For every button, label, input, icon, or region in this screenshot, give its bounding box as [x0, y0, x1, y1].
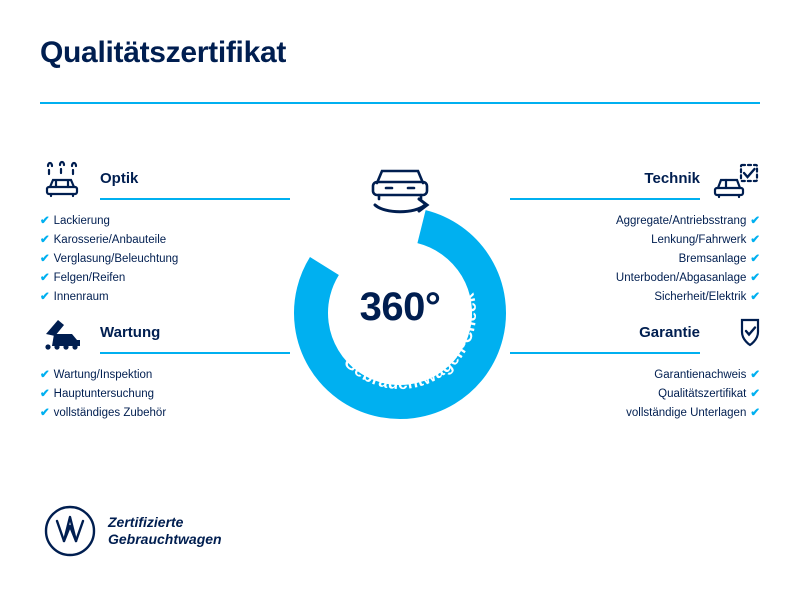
check-icon: ✔ [40, 253, 50, 265]
check-icon: ✔ [750, 369, 760, 381]
page-title: Qualitätszertifikat [40, 36, 287, 69]
list-item [40, 385, 290, 404]
list-item [40, 231, 290, 250]
list-item-label: Bremsanlage [678, 253, 747, 265]
check-icon: ✔ [40, 234, 50, 246]
ring-label: Gebrauchtwagen-Check [340, 291, 481, 394]
section-wartung-header [40, 322, 290, 356]
check-icon: ✔ [750, 234, 760, 246]
list-item-label: Lackierung [53, 215, 110, 227]
list-item-label: Aggregate/Antriebsstrang [615, 215, 747, 227]
car-check-icon [708, 160, 760, 200]
check-icon: ✔ [750, 272, 760, 284]
badge-360 [292, 205, 508, 421]
car-wash-icon [40, 160, 92, 200]
list-item [40, 250, 290, 269]
list-item [510, 385, 760, 404]
section-wartung-divider [100, 352, 290, 354]
check-icon: ✔ [750, 407, 760, 419]
list-item [510, 231, 760, 250]
section-garantie-list [510, 366, 760, 423]
check-icon: ✔ [40, 388, 50, 400]
section-garantie-divider [510, 352, 700, 354]
section-garantie-title: Garantie [639, 324, 700, 341]
footer-text [108, 514, 222, 548]
check-icon: ✔ [40, 407, 50, 419]
list-item [510, 269, 760, 288]
car-lift-icon [40, 314, 92, 354]
list-item-label: Wartung/Inspektion [53, 369, 153, 381]
header [40, 36, 760, 71]
footer-line-2: Gebrauchtwagen [108, 531, 222, 547]
badge-value: 360° [359, 285, 441, 329]
list-item [510, 366, 760, 385]
check-icon: ✔ [40, 215, 50, 227]
list-item-label: Unterboden/Abgasanlage [615, 272, 747, 284]
list-item [510, 212, 760, 231]
section-garantie [510, 322, 760, 423]
list-item [510, 250, 760, 269]
footer [44, 505, 222, 557]
shield-check-icon [708, 314, 760, 354]
check-icon: ✔ [750, 215, 760, 227]
list-item [40, 404, 290, 423]
list-item [40, 288, 290, 307]
list-item-label: Garantienachweis [654, 369, 747, 381]
section-optik-divider [100, 198, 290, 200]
section-wartung [40, 322, 290, 423]
list-item-label: Lenkung/Fahrwerk [651, 234, 747, 246]
section-optik [40, 168, 290, 307]
vw-logo-icon [44, 505, 96, 557]
check-icon: ✔ [750, 253, 760, 265]
section-technik-divider [510, 198, 700, 200]
section-optik-header [40, 168, 290, 202]
section-wartung-list [40, 366, 290, 423]
section-technik-header [510, 168, 760, 202]
list-item-label: vollständige Unterlagen [626, 407, 747, 419]
list-item [510, 288, 760, 307]
list-item [40, 269, 290, 288]
footer-line-1: Zertifizierte [108, 514, 184, 530]
section-optik-title: Optik [100, 170, 139, 187]
section-garantie-header [510, 322, 760, 356]
check-icon: ✔ [40, 272, 50, 284]
section-wartung-title: Wartung [100, 324, 161, 341]
list-item-label: vollständiges Zubehör [53, 407, 167, 419]
header-divider [40, 102, 760, 104]
check-icon: ✔ [40, 369, 50, 381]
list-item-label: Innenraum [53, 291, 109, 303]
section-technik-list [510, 212, 760, 307]
check-icon: ✔ [750, 291, 760, 303]
list-item-label: Sicherheit/Elektrik [654, 291, 747, 303]
list-item-label: Hauptuntersuchung [53, 388, 155, 400]
section-technik-title: Technik [644, 170, 700, 187]
list-item [40, 366, 290, 385]
list-item-label: Felgen/Reifen [53, 272, 126, 284]
list-item-label: Qualitätszertifikat [658, 388, 747, 400]
check-icon: ✔ [750, 388, 760, 400]
section-technik [510, 168, 760, 307]
list-item-label: Verglasung/Beleuchtung [53, 253, 179, 265]
list-item [40, 212, 290, 231]
check-icon: ✔ [40, 291, 50, 303]
section-optik-list [40, 212, 290, 307]
list-item-label: Karosserie/Anbauteile [53, 234, 167, 246]
list-item [510, 404, 760, 423]
